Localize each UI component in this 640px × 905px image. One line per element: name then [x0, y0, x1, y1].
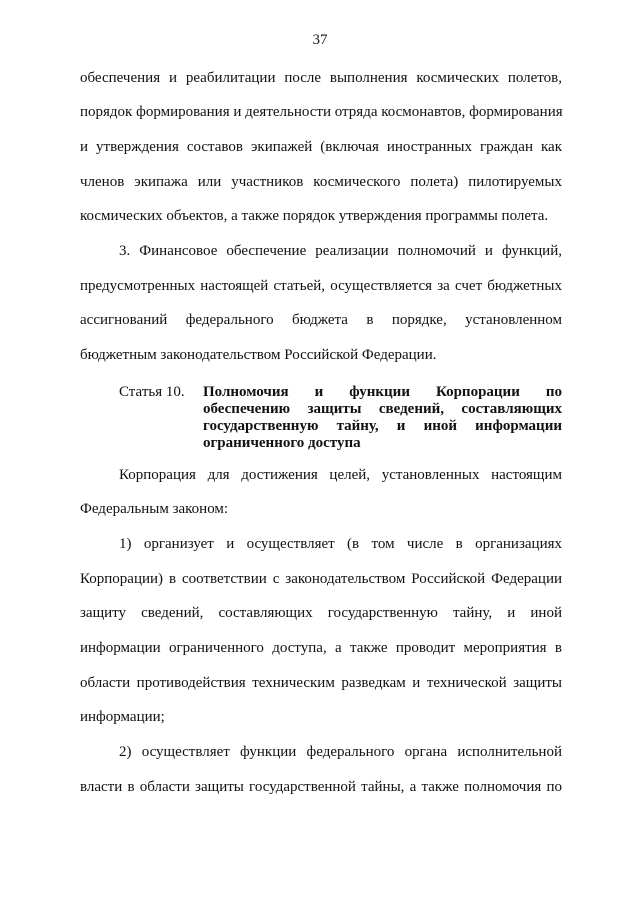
article-title-line: государственную тайну, и иной информации	[203, 418, 562, 434]
text-line: предусмотренных настоящей статьей, осуществляется за счет бюджетных	[80, 278, 562, 294]
text-line: защиту сведений, составляющих государственную тайну, и иной	[80, 605, 562, 621]
text-line: Корпорации) в соответствии с законодательством Российской Федерации	[80, 571, 562, 587]
text-line: информации;	[80, 709, 165, 725]
article-number: Статья 10.	[119, 384, 185, 400]
text-line: ассигнований федерального бюджета в порядке, установленном	[80, 312, 562, 328]
text-line: космических объектов, а также порядок утверждения программы полета.	[80, 208, 549, 224]
text-line: Корпорация для достижения целей, установленных настоящим	[119, 467, 562, 483]
text-line: 3. Финансовое обеспечение реализации полномочий и функций,	[119, 243, 562, 259]
text-line: 1) организует и осуществляет (в том числе в организациях	[119, 536, 562, 552]
article-title-line: Полномочия и функции Корпорации по	[203, 384, 562, 400]
text-line: Федеральным законом:	[80, 501, 229, 517]
article-title	[203, 384, 562, 452]
text-line: власти в области защиты государственной тайны, а также полномочия по	[80, 779, 562, 795]
text-line: обеспечения и реабилитации после выполнения космических полетов,	[80, 70, 562, 86]
article-title-line: ограниченного доступа	[203, 435, 361, 451]
text-line: порядок формирования и деятельности отряда космонавтов, формирования	[80, 104, 563, 120]
text-line: бюджетным законодательством Российской Федерации.	[80, 347, 437, 363]
text-line: 2) осуществляет функции федерального органа исполнительной	[119, 744, 562, 760]
page-number: 37	[312, 32, 328, 48]
text-line: членов экипажа или участников космического полета) пилотируемых	[80, 174, 562, 190]
text-line: области противодействия техническим разведкам и технической защиты	[80, 675, 562, 691]
text-line: и утверждения составов экипажей (включая иностранных граждан как	[80, 139, 562, 155]
article-title-line: обеспечению защиты сведений, составляющих	[203, 401, 562, 417]
text-line: информации ограниченного доступа, а также проводит мероприятия в	[80, 640, 562, 656]
